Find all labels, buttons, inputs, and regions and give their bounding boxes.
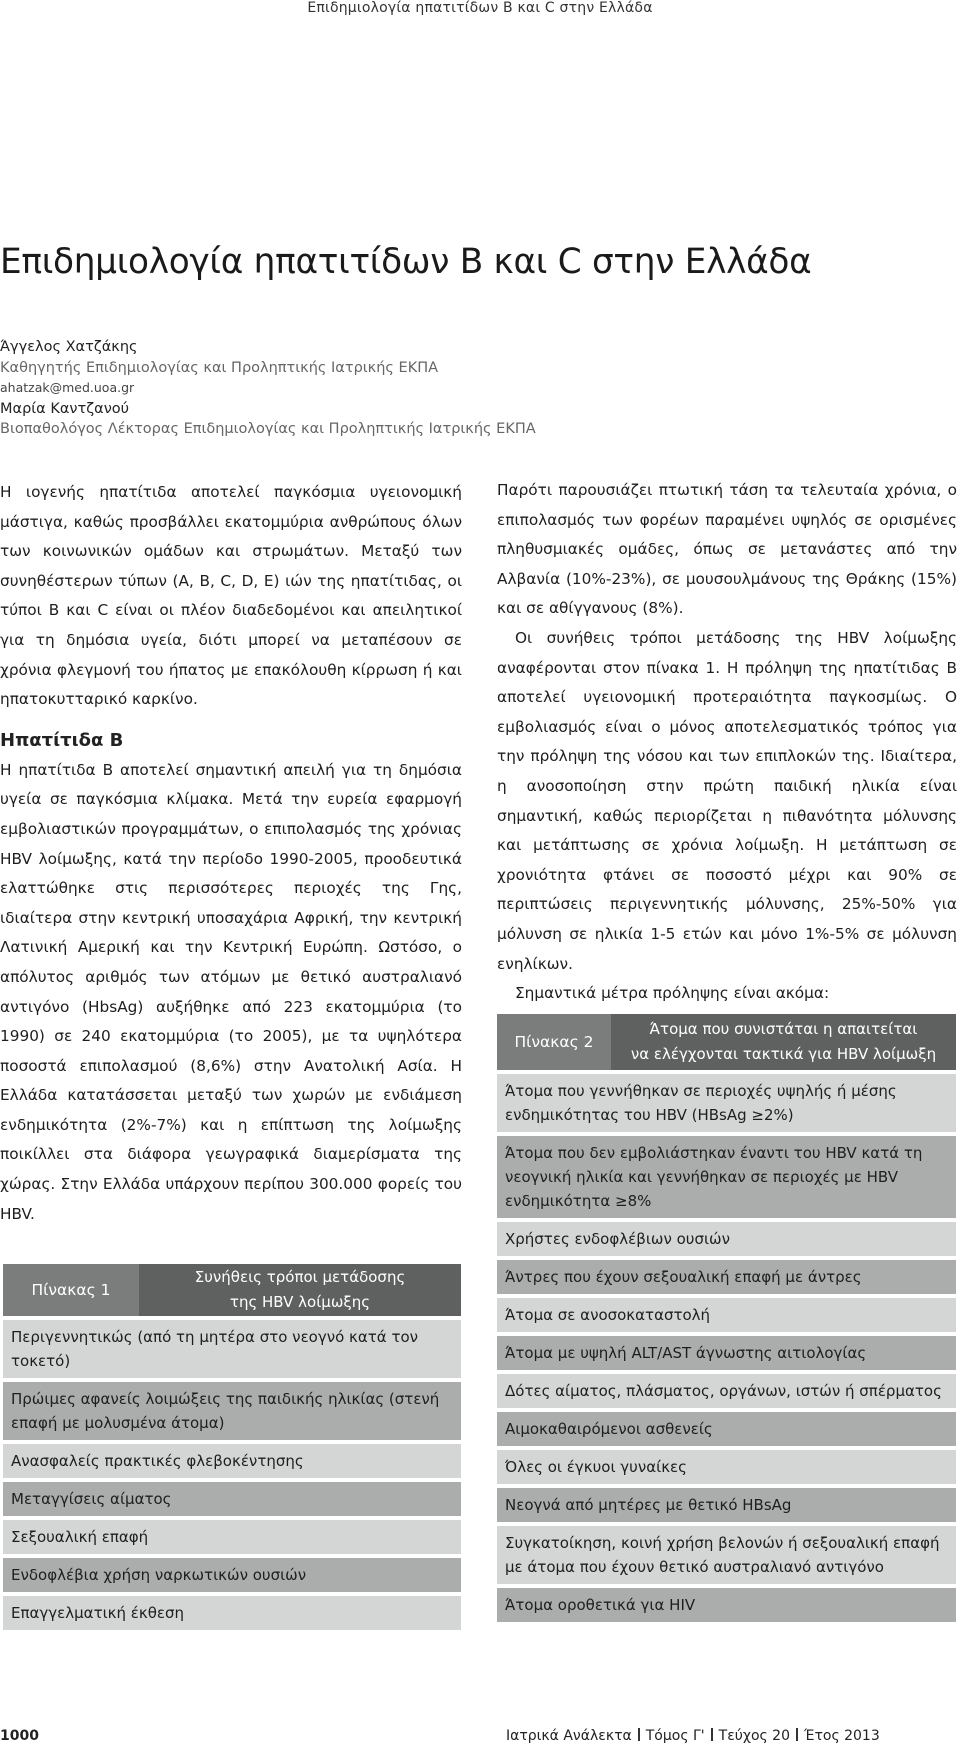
table-row	[497, 1072, 956, 1134]
separator	[796, 1728, 798, 1741]
table-cell: Χρήστες ενδοφλέβιων ουσιών	[497, 1220, 956, 1258]
table-cell: Άτομα σε ανοσοκαταστολή	[497, 1296, 956, 1334]
table-title-line: Συνήθεις τρόποι μετάδοσης	[194, 1268, 406, 1286]
table-row	[497, 1134, 956, 1220]
table-cell: Ενδοφλέβια χρήση ναρκωτικών ουσιών	[3, 1556, 461, 1594]
table-row	[497, 1410, 956, 1448]
table-cell: Μεταγγίσεις αίματος	[3, 1480, 461, 1518]
table-row	[497, 1296, 956, 1334]
table-cell: Άντρες που έχουν σεξουαλική επαφή με άντρες	[497, 1258, 956, 1296]
table-cell: Νεογνά από μητέρες με θετικό HBsAg	[497, 1486, 956, 1524]
table-row	[3, 1556, 461, 1594]
running-head: Επιδημιολογία ηπατιτίδων Β και C στην Ελλάδα	[307, 0, 653, 16]
table-cell: Συγκατοίκηση, κοινή χρήση βελονών ή σεξουαλική επαφή με άτομα που έχουν θετικό αυστραλιανό αντιγόνο	[497, 1524, 956, 1586]
journal-year: Έτος 2013	[804, 1728, 880, 1744]
table-row	[3, 1594, 461, 1630]
table-cell: Ανασφαλείς πρακτικές φλεβοκέντησης	[3, 1442, 461, 1480]
separator	[711, 1728, 713, 1741]
page-footer	[0, 1728, 960, 1748]
table-cell: Άτομα που γεννήθηκαν σε περιοχές υψηλής ή μέσης ενδημικότητας του HBV (HBsAg ≥2%)	[497, 1072, 956, 1134]
author-name: Μαρία Καντζανού	[0, 400, 130, 417]
journal-issue: Τεύχος 20	[718, 1728, 790, 1744]
table-cell: Πρώιμες αφανείς λοιμώξεις της παιδικής ηλικίας (στενή επαφή με μολυσμένα άτομα)	[3, 1380, 461, 1442]
left-column	[0, 478, 462, 1229]
table-header	[3, 1264, 461, 1318]
table-title	[611, 1014, 956, 1072]
intro-paragraph: Η ιογενής ηπατίτιδα αποτελεί παγκόσμια υγειονομική μάστιγα, καθώς προσβάλλει εκατομμύρια ανθρώπους όλων των κοινωνικών ομάδων και στρωμάτων. Μεταξύ των συνηθέστερων τύπων (A, B, C, D, E) ιών της ηπατίτιδας, οι τύποι Β και C είναι οι πλέον διαδεδομένοι και απειλητικοί για τη δημόσια υγεία, διότι μπορεί να μεταπέσουν σε χρόνια φλεγμονή του ήπατος με επακόλουθη κίρρωση ή και ηπατοκυτταρικό καρκίνο.	[0, 483, 462, 709]
table-row	[3, 1380, 461, 1442]
author-email[interactable]: ahatzak@med.uoa.gr	[0, 380, 135, 395]
table-cell: Περιγεννητικώς (από τη μητέρα στο νεογνό κατά τον τοκετό)	[3, 1318, 461, 1380]
table-1	[3, 1264, 461, 1630]
table-row	[497, 1220, 956, 1258]
table-header	[497, 1014, 956, 1072]
table-cell: Δότες αίματος, πλάσματος, οργάνων, ιστών ή σπέρματος	[497, 1372, 956, 1410]
table-cell: Άτομα οροθετικά για HIV	[497, 1586, 956, 1622]
author-affiliation: Καθηγητής Επιδημιολογίας και Προληπτικής Ιατρικής ΕΚΠΑ	[0, 359, 439, 376]
table-2	[497, 1014, 956, 1622]
body-paragraph: Παρότι παρουσιάζει πτωτική τάση τα τελευταία χρόνια, ο επιπολασμός των φορέων παραμένει υψηλός σε ορισμένες πληθυσμιακές ομάδες, όπως σε μετανάστες από την Αλβανία (10%-23%), σε μουσουλμάνους της Θράκης (15%) και σε αθίγγανους (8%).	[497, 481, 957, 618]
table-row	[497, 1334, 956, 1372]
page-number: 1000	[0, 1728, 39, 1744]
table-row	[497, 1586, 956, 1622]
table-row	[3, 1318, 461, 1380]
table-cell: Όλες οι έγκυοι γυναίκες	[497, 1448, 956, 1486]
table-title-line: να ελέγχονται τακτικά για HBV λοίμωξη	[630, 1045, 937, 1063]
body-paragraph: Η ηπατίτιδα Β αποτελεί σημαντική απειλή για τη δημόσια υγεία σε παγκόσμια κλίμακα. Μετά την ευρεία εφαρμογή εμβολιαστικών προγραμμάτων, ο επιπολασμός της χρόνιας HBV λοίμωξης, κατά την περίοδο 1990-2005, προοδευτικά ελαττώθηκε στις περισσότερες περιοχές της Γης, ιδιαίτερα στην κεντρική υποσαχάρια Αφρική, την κεντρική Λατινική Αμερική και την Κεντρική Ευρώπη. Ωστόσο, ο απόλυτος αριθμός των ατόμων με θετικό αυστραλιανό αντιγόνο (HbsAg) αυξήθηκε από 223 εκατομμύρια (το 1990) σε 240 εκατομμύρια (το 2005), με τα υψηλότερα ποσοστά επιπολασμού (8,6%) στην Ανατολική Ασία. Η Ελλάδα κατατάσσεται μεταξύ των χωρών με ενδιάμεση ενδημικότητα (2%-7%) και η επίπτωση της λοίμωξης ποικίλλει στα διάφορα γεωγραφικά διαμερίσματα της χώρας. Στην Ελλάδα υπάρχουν περίπου 300.000 φορείς του HBV.	[0, 760, 462, 1223]
author-affiliation: Βιοπαθολόγος Λέκτορας Επιδημιολογίας και Προληπτικής Ιατρικής ΕΚΠΑ	[0, 421, 536, 437]
journal-info	[506, 1728, 880, 1744]
table-cell: Επαγγελματική έκθεση	[3, 1594, 461, 1630]
table-row	[3, 1480, 461, 1518]
journal-volume: Τόμος Γ'	[645, 1728, 705, 1744]
table-title-line: της HBV λοίμωξης	[229, 1293, 371, 1311]
table-row	[497, 1372, 956, 1410]
author-block	[0, 337, 700, 440]
article-title: Επιδημιολογία ηπατιτίδων Β και C στην Ελλάδα	[0, 242, 812, 282]
author-name: Άγγελος Χατζάκης	[0, 339, 138, 355]
table-row	[497, 1486, 956, 1524]
table-row	[497, 1448, 956, 1486]
table-title-line: Άτομα που συνιστάται η απαιτείται	[649, 1020, 918, 1038]
journal-name: Ιατρικά Ανάλεκτα	[506, 1728, 632, 1744]
table-row	[497, 1524, 956, 1586]
table-label: Πίνακας 2	[497, 1014, 611, 1072]
table-cell: Σεξουαλική επαφή	[3, 1518, 461, 1556]
table-row	[3, 1518, 461, 1556]
table-row	[497, 1258, 956, 1296]
table-label: Πίνακας 1	[3, 1264, 139, 1318]
table-cell: Άτομα που δεν εμβολιάστηκαν έναντι του HBV κατά τη νεογνική ηλικία και γεννήθηκαν σε περιοχές με HBV ενδημικότητα ≥8%	[497, 1134, 956, 1220]
table-cell: Άτομα με υψηλή ALT/AST άγνωστης αιτιολογίας	[497, 1334, 956, 1372]
table-cell: Αιμοκαθαιρόμενοι ασθενείς	[497, 1410, 956, 1448]
table-title	[139, 1264, 461, 1318]
table-row	[3, 1442, 461, 1480]
section-heading-hepatitis-b: Ηπατίτιδα Β	[0, 729, 124, 751]
body-paragraph: Οι συνήθεις τρόποι μετάδοσης της HBV λοίμωξης αναφέρονται στον πίνακα 1. Η πρόληψη της ηπατίτιδας Β αποτελεί υγειονομική προτεραιότητα παγκοσμίως. Ο εμβολιασμός είναι ο μόνος αποτελεσματικός τρόπος για την πρόληψη της νόσου και των επιπλοκών της. Ιδιαίτερα, η ανοσοποίηση στην πρώτη παιδική ηλικία είναι σημαντική, καθώς περιορίζεται η πιθανότητα μόλυνσης και μετάπτωσης σε χρόνια λοίμωξη. Η μετάπτωση σε χρονιότητα φτάνει σε ποσοστό μέχρι και 90% σε περιπτώσεις περιγεννητικής μόλυνσης, 25%-50% για μόλυνση σε ηλικία 1-5 ετών και μόνο 1%-5% σε μόλυνση ενηλίκων.	[497, 628, 957, 973]
separator	[638, 1728, 640, 1741]
body-paragraph: Σημαντικά μέτρα πρόληψης είναι ακόμα:	[515, 984, 830, 1003]
right-column	[497, 476, 957, 1009]
